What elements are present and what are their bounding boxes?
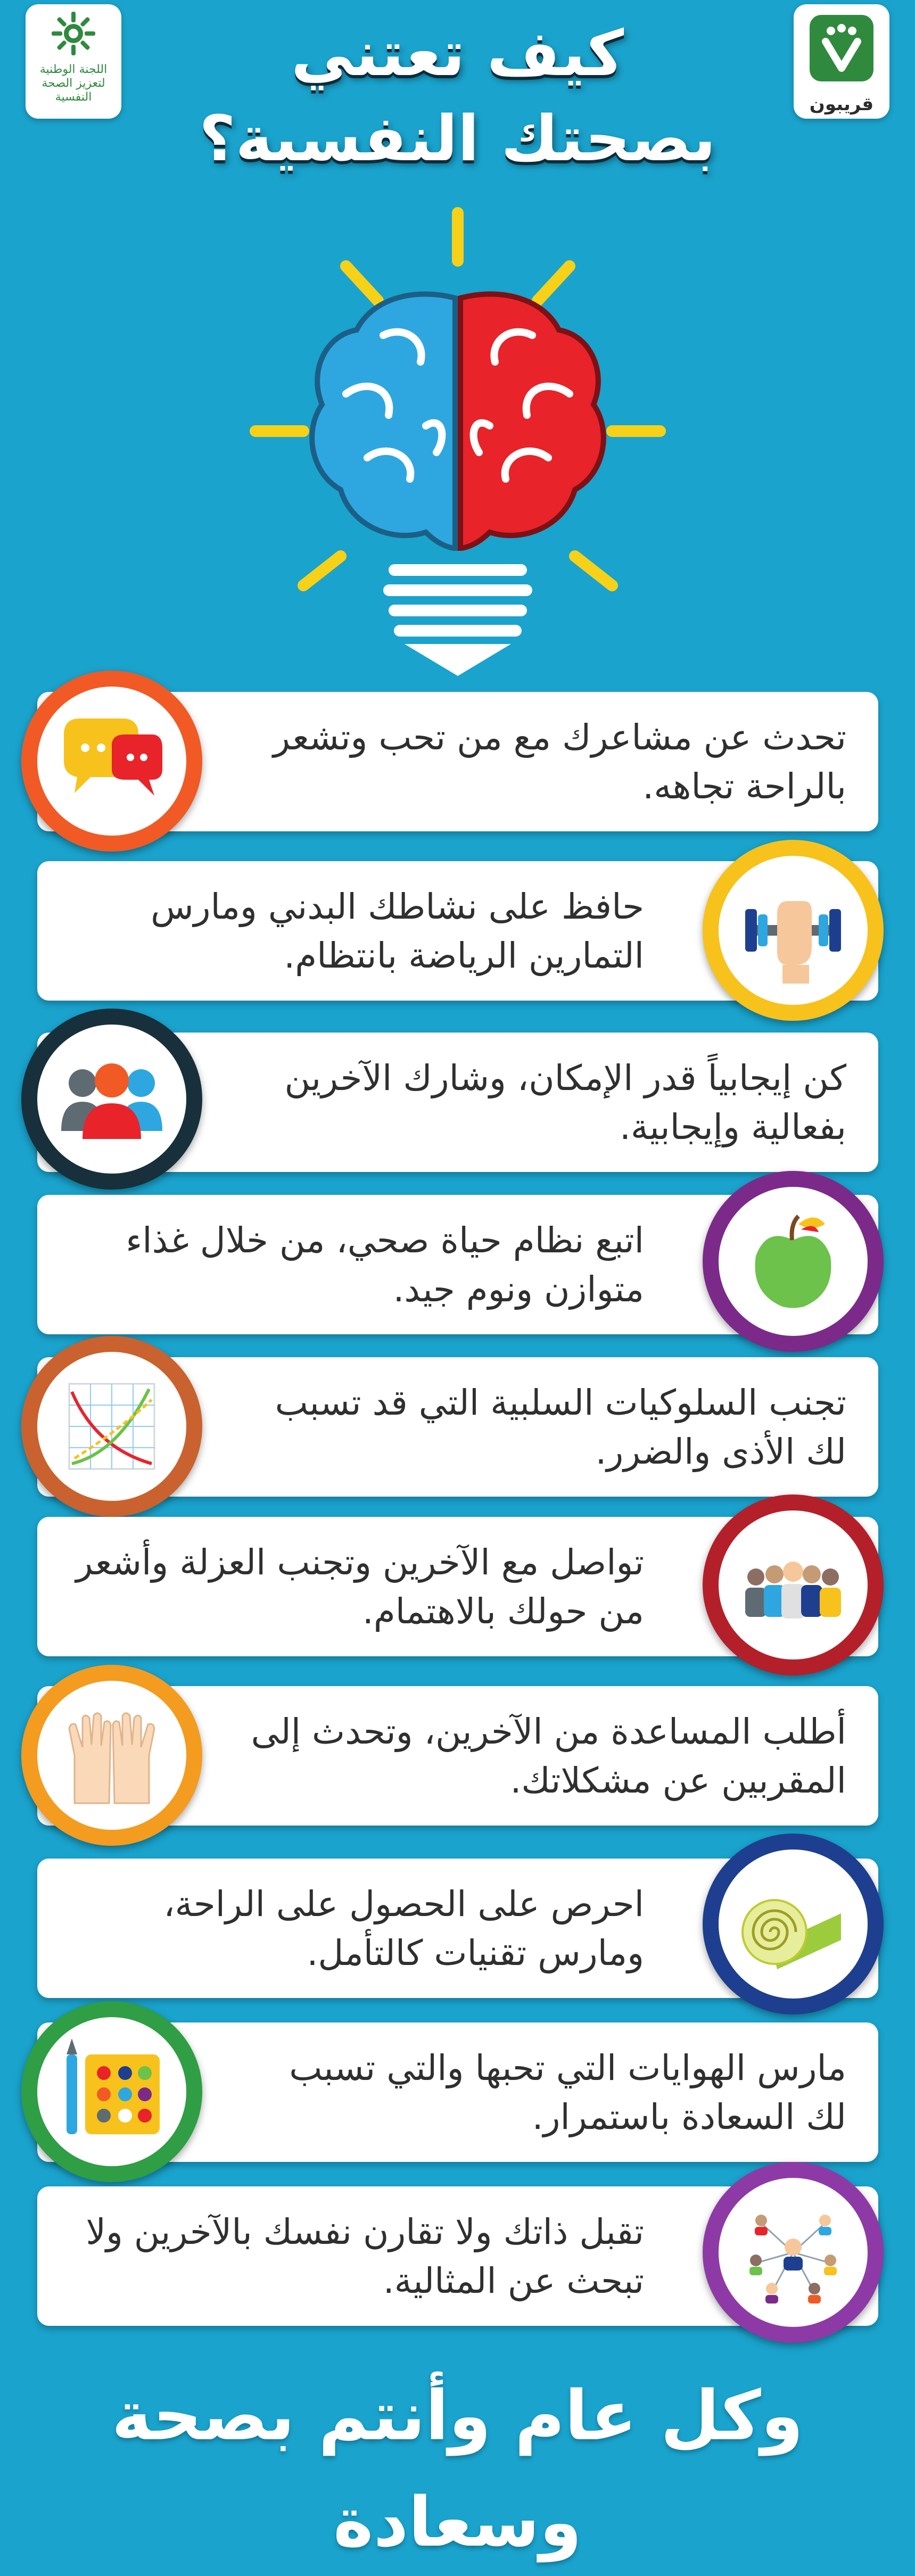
chart-icon xyxy=(21,1336,202,1517)
apple-icon xyxy=(703,1171,884,1352)
brain-bulb-illustration xyxy=(224,202,692,687)
brain-lightbulb-icon xyxy=(224,202,692,687)
qareeboon-emblem-icon xyxy=(794,4,889,92)
title-line-2: بصحتك النفسية؟ xyxy=(199,102,716,175)
raised-hands-icon xyxy=(21,1665,202,1846)
people-group-icon xyxy=(21,1009,202,1190)
page-title xyxy=(138,11,777,181)
tip-text-2: حافظ على نشاطك البدني ومارس التمارين الرياضة بانتظام. xyxy=(151,886,644,976)
national-committee-logo xyxy=(26,4,121,119)
tip-text-1: تحدث عن مشاعرك مع من تحب وتشعر بالراحة تجاهه. xyxy=(273,717,846,807)
star-emblem-icon xyxy=(26,4,121,63)
crowd-icon xyxy=(703,1495,884,1675)
yoga-mat-icon xyxy=(703,1834,884,2014)
tip-text-5: تجنب السلوكيات السلبية التي قد تسبب لك الأذى والضرر. xyxy=(275,1382,846,1472)
left-logo-caption: اللجنة الوطنية لتعزيز الصحة النفسية xyxy=(39,63,108,104)
network-people-icon xyxy=(703,2162,884,2343)
speech-bubbles-icon xyxy=(21,671,202,852)
paint-palette-icon xyxy=(21,2001,202,2182)
title-line-1: كيف تعتني xyxy=(291,16,624,90)
tip-text-7: أطلب المساعدة من الآخرين، وتحدث إلى المقربين عن مشكلاتك. xyxy=(251,1711,846,1801)
tip-text-4: اتبع نظام حياة صحي، من خلال غذاء متوازن ونوم جيد. xyxy=(126,1220,644,1310)
dumbbell-hand-icon xyxy=(703,840,884,1021)
tip-text-8: احرص على الحصول على الراحة، ومارس تقنيات كالتأمل. xyxy=(163,1884,644,1974)
qareeboon-logo xyxy=(794,4,889,119)
tip-text-6: تواصل مع الآخرين وتجنب العزلة وأشعر من حولك بالاهتمام. xyxy=(76,1542,644,1632)
tip-text-3: كن إيجابياً قدر الإمكان، وشارك الآخرين بفعالية وإيجابية. xyxy=(284,1058,846,1147)
tip-text-10: تقبل ذاتك ولا تقارن نفسك بالآخرين ولا تبحث عن المثالية. xyxy=(86,2211,644,2301)
tip-text-9: مارس الهوايات التي تحبها والتي تسبب لك السعادة باستمرار. xyxy=(289,2047,846,2137)
footer-greeting: وكل عام وأنتم بصحة وسعادة xyxy=(111,2376,804,2562)
right-logo-caption: قريبون xyxy=(809,94,874,115)
